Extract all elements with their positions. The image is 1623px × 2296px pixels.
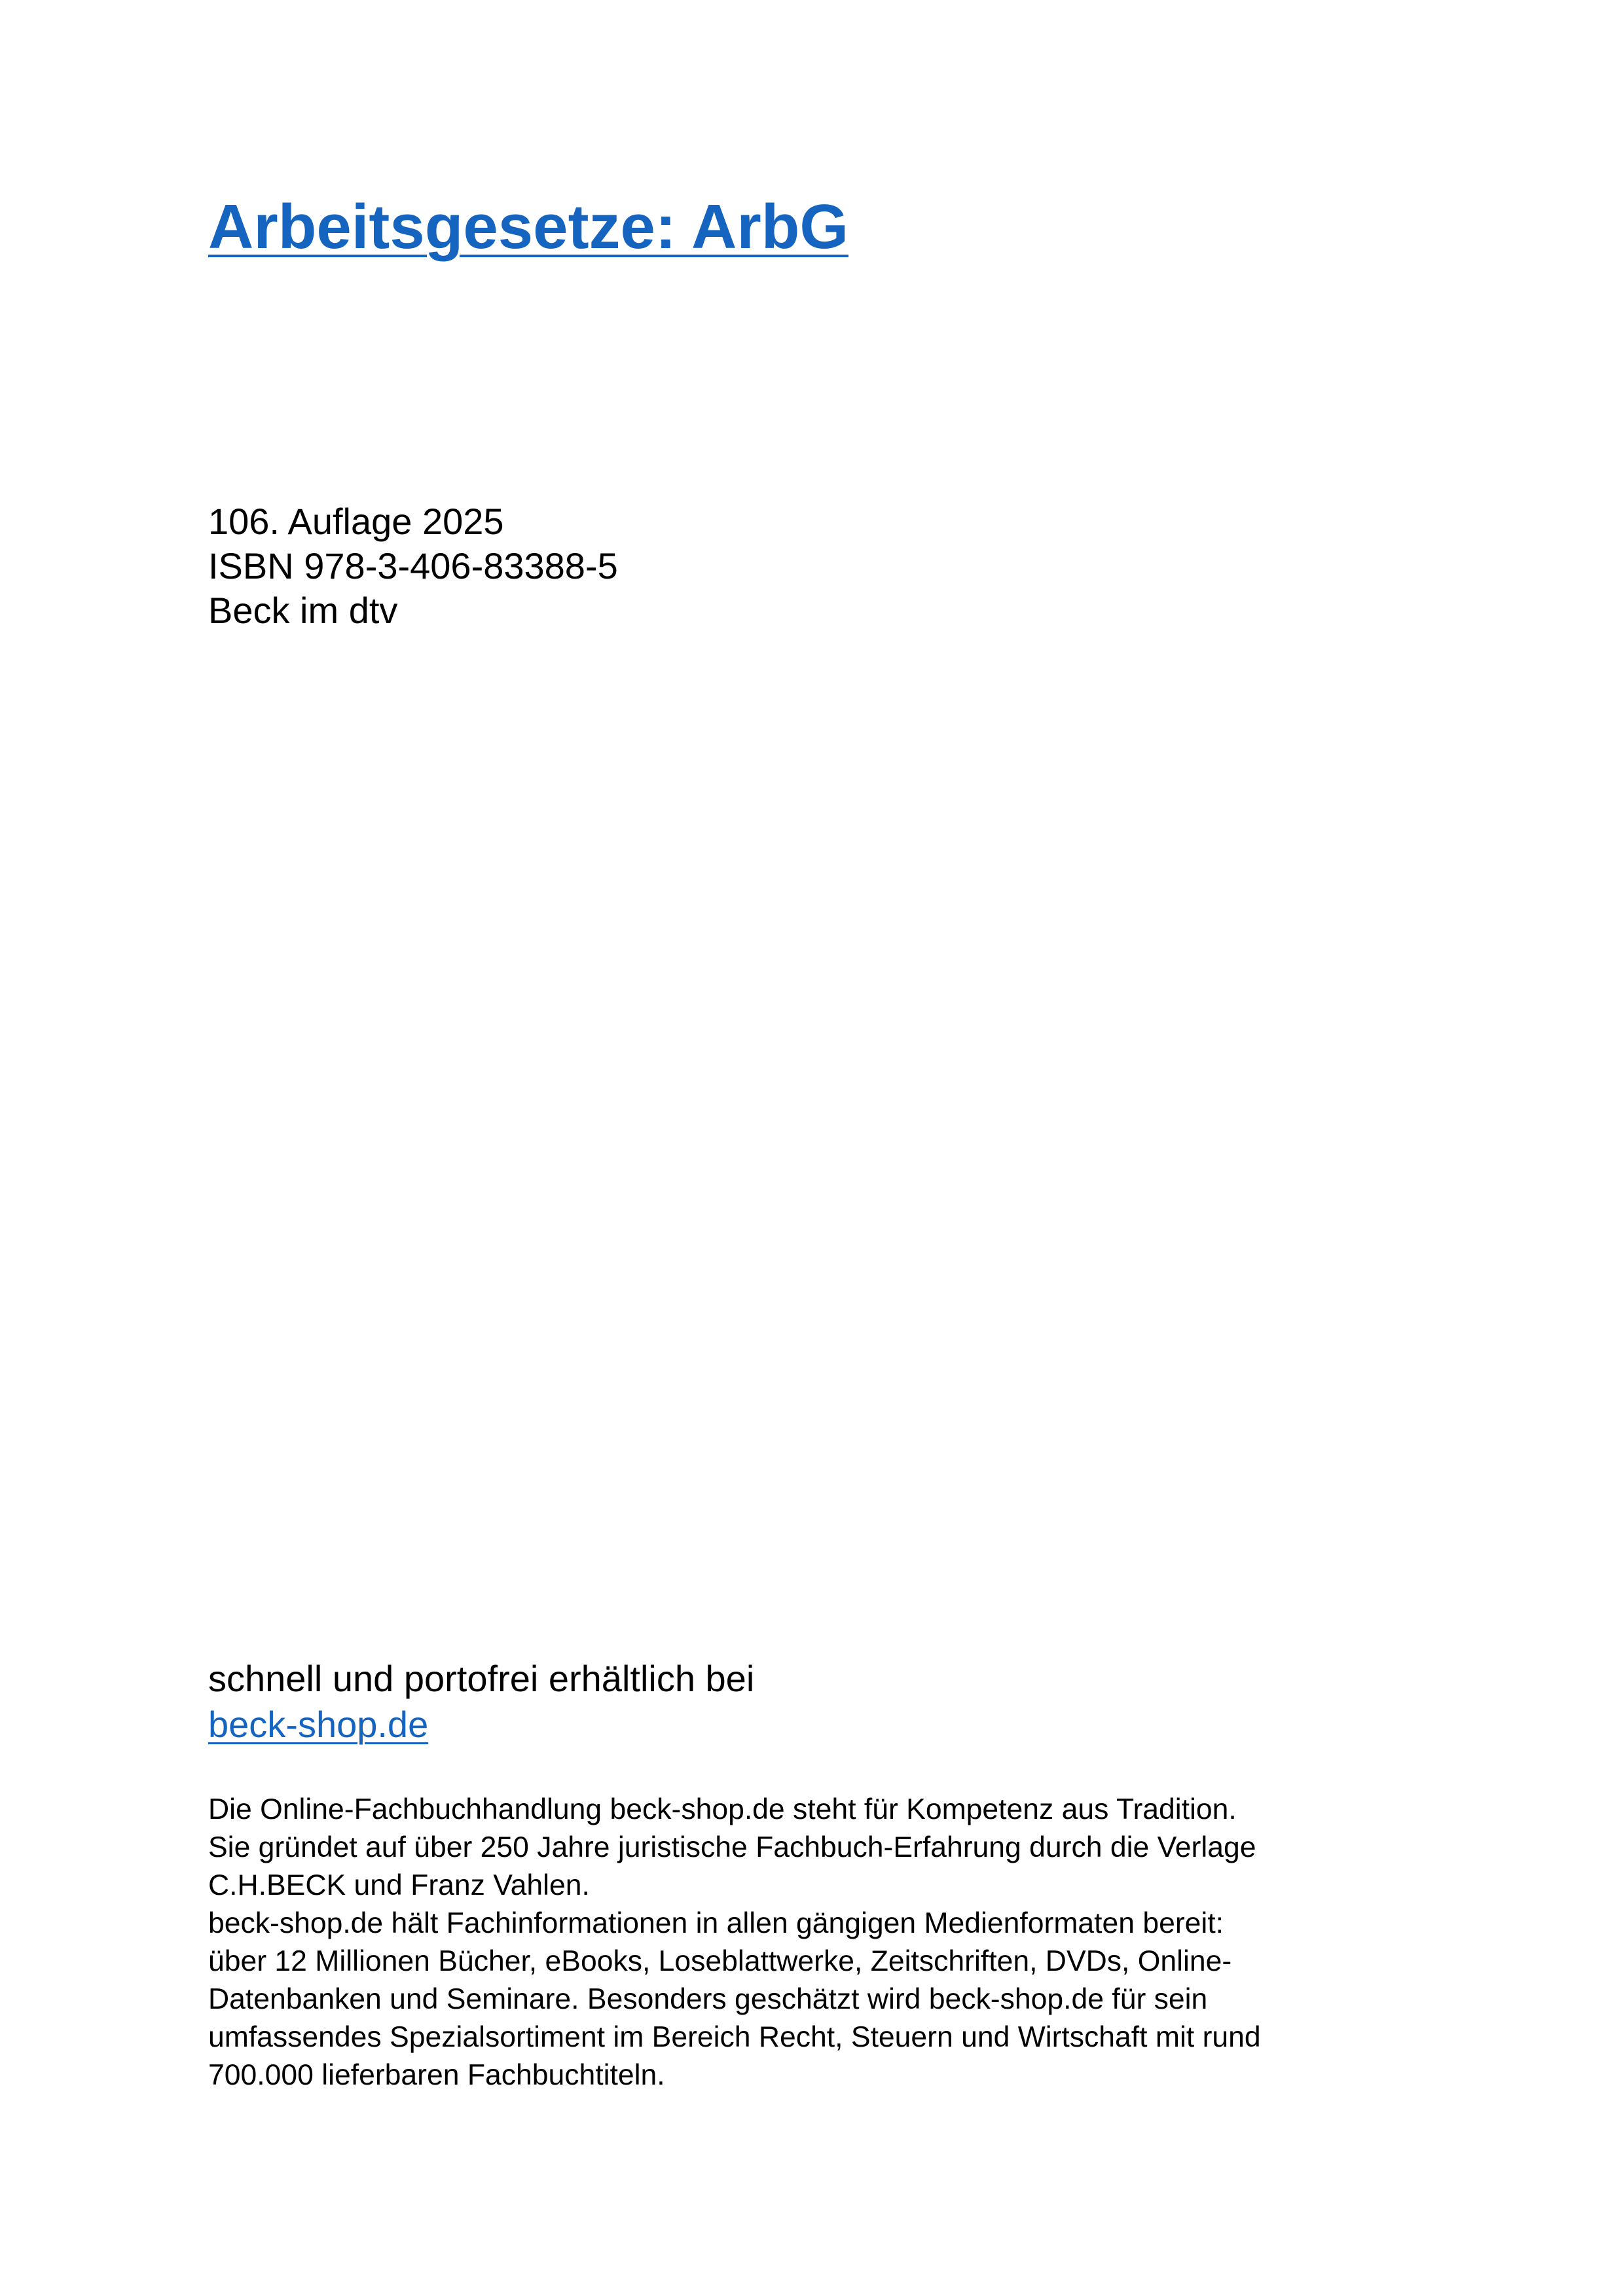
description-line: Die Online-Fachbuchhandlung beck-shop.de steht für Kompetenz aus Tradition. (208, 1793, 1237, 1825)
description-line: Datenbanken und Seminare. Besonders geschätzt wird beck-shop.de für sein (208, 1983, 1208, 2015)
beck-shop-link[interactable]: beck-shop.de (208, 1704, 429, 1745)
description-line: Sie gründet auf über 250 Jahre juristische Fachbuch-Erfahrung durch die Verlage (208, 1831, 1256, 1863)
description-line: 700.000 lieferbaren Fachbuchtiteln. (208, 2059, 665, 2091)
shop-description (208, 1791, 1452, 2094)
edition-text: 106. Auflage 2025 (208, 501, 504, 542)
book-title-link[interactable]: Arbeitsgesetze: ArbG (208, 192, 848, 262)
description-line: beck-shop.de hält Fachinformationen in allen gängigen Medienformaten bereit: (208, 1907, 1224, 1939)
isbn-text: ISBN 978-3-406-83388-5 (208, 545, 618, 586)
description-line: C.H.BECK und Franz Vahlen. (208, 1869, 590, 1901)
description-line: über 12 Millionen Bücher, eBooks, Loseblattwerke, Zeitschriften, DVDs, Online- (208, 1945, 1232, 1977)
availability-tagline: schnell und portofrei erhältlich bei (208, 1658, 755, 1699)
description-line: umfassendes Spezialsortiment im Bereich Recht, Steuern und Wirtschaft mit rund (208, 2021, 1261, 2053)
book-metadata (208, 499, 1387, 633)
availability-block (208, 1656, 1387, 1748)
publisher-text: Beck im dtv (208, 590, 398, 631)
